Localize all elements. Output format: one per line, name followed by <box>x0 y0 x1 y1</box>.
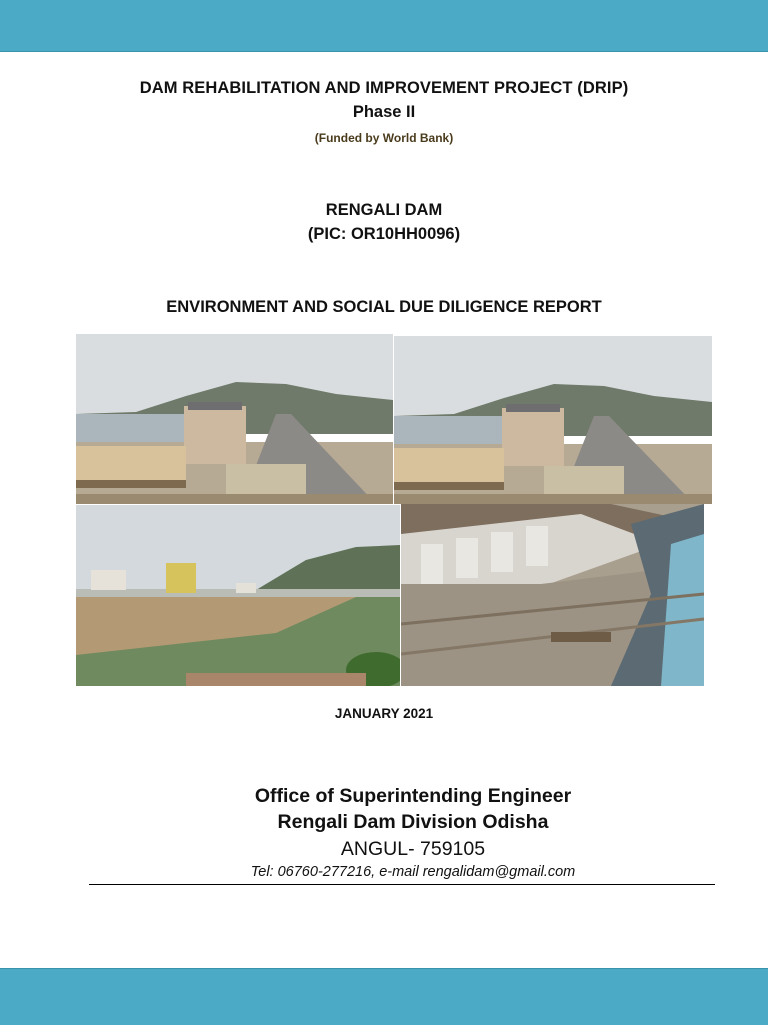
spillway-gates-photo <box>401 504 704 686</box>
report-date: JANUARY 2021 <box>334 706 434 721</box>
project-title: DAM REHABILITATION AND IMPROVEMENT PROJECT (DRIP) <box>139 79 629 97</box>
office-contact: Tel: 06760-277216, e-mail rengalidam@gmail.com <box>250 864 576 880</box>
division-name: Rengali Dam Division Odisha <box>277 811 549 833</box>
divider-rule <box>89 884 715 885</box>
dam-road-photo-left <box>76 334 393 504</box>
dam-name: RENGALI DAM <box>325 201 443 219</box>
footer-band <box>0 968 768 1025</box>
report-title: ENVIRONMENT AND SOCIAL DUE DILIGENCE REPORT <box>166 298 602 316</box>
office-address: ANGUL- 759105 <box>340 838 486 860</box>
reservoir-dam-wall-photo <box>76 505 400 686</box>
dam-road-photo-right <box>394 336 712 504</box>
header-band <box>0 0 768 52</box>
pic-code: (PIC: OR10HH0096) <box>307 225 461 243</box>
funding-note: (Funded by World Bank) <box>314 131 454 145</box>
office-name: Office of Superintending Engineer <box>254 785 572 807</box>
project-phase: Phase II <box>352 103 416 121</box>
